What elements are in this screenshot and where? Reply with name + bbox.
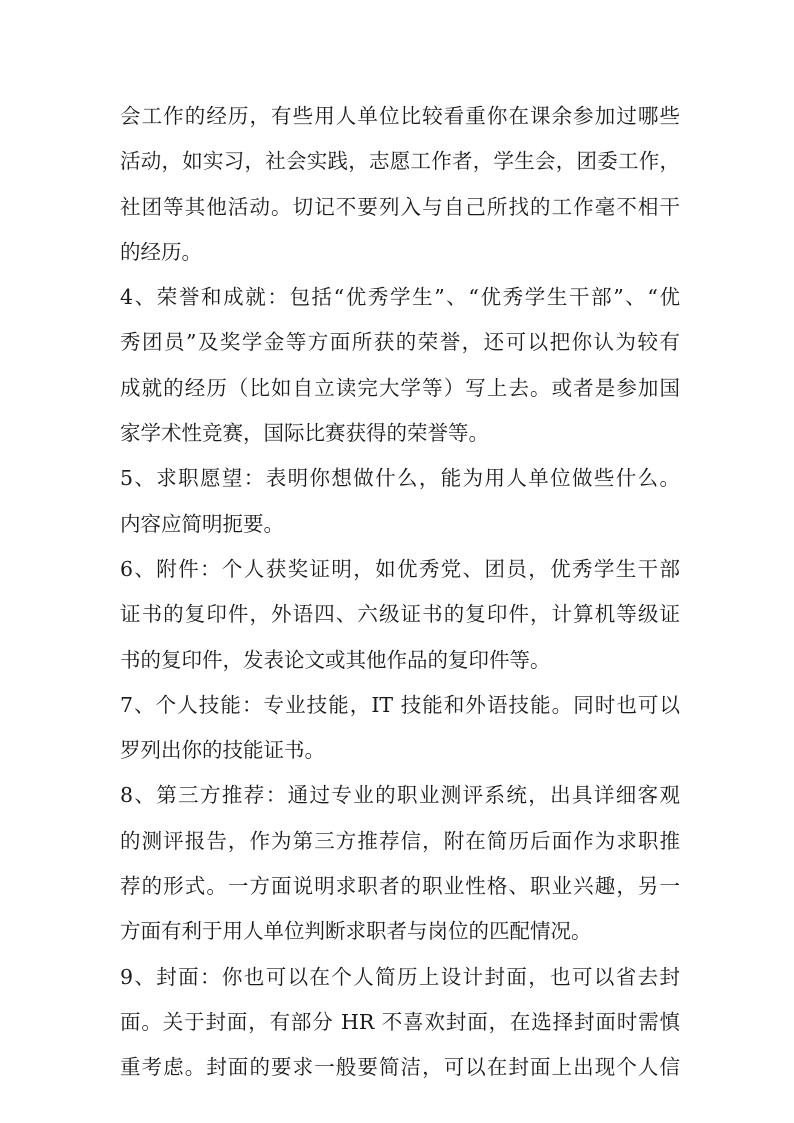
text-line: 荐的形式。一方面说明求职者的职业性格、职业兴趣，另一 <box>120 874 680 899</box>
text-line: 6、附件：个人获奖证明，如优秀党、团员，优秀学生干部 <box>120 556 680 581</box>
text-line: 内容应简明扼要。 <box>120 511 284 536</box>
text-line: 方面有利于用人单位判断求职者与岗位的匹配情况。 <box>120 919 592 944</box>
text-line: 社团等其他活动。切记不要列入与自己所找的工作毫不相干 <box>120 194 680 219</box>
text-line: 5、求职愿望：表明你想做什么，能为用人单位做些什么。 <box>120 466 680 491</box>
text-line: 家学术性竞赛，国际比赛获得的荣誉等。 <box>120 421 489 446</box>
text-line: 证书的复印件，外语四、六级证书的复印件，计算机等级证 <box>120 602 680 627</box>
text-line: 成就的经历（比如自立读完大学等）写上去。或者是参加国 <box>120 375 680 400</box>
text-line: 9、封面：你也可以在个人简历上设计封面，也可以省去封 <box>120 964 680 989</box>
text-line: 秀团员”及奖学金等方面所获的荣誉，还可以把你认为较有 <box>120 330 680 355</box>
text-line: 重考虑。封面的要求一般要简洁，可以在封面上出现个人信 <box>120 1055 680 1080</box>
text-line: 的经历。 <box>120 239 202 264</box>
text-line: 活动，如实习，社会实践，志愿工作者，学生会，团委工作， <box>120 149 680 174</box>
text-line: 书的复印件，发表论文或其他作品的复印件等。 <box>120 647 551 672</box>
text-line: 罗列出你的技能证书。 <box>120 738 325 763</box>
text-line: 4、荣誉和成就：包括“优秀学生”、“优秀学生干部”、“优 <box>120 285 680 310</box>
text-line: 面。关于封面，有部分 HR 不喜欢封面，在选择封面时需慎 <box>120 1009 680 1034</box>
text-line: 7、个人技能：专业技能，IT 技能和外语技能。同时也可以 <box>120 692 680 717</box>
text-line: 8、第三方推荐：通过专业的职业测评系统，出具详细客观 <box>120 783 680 808</box>
text-line: 的测评报告，作为第三方推荐信，附在简历后面作为求职推 <box>120 828 680 853</box>
text-line: 会工作的经历，有些用人单位比较看重你在课余参加过哪些 <box>120 104 680 128</box>
body-text <box>120 94 680 1091</box>
